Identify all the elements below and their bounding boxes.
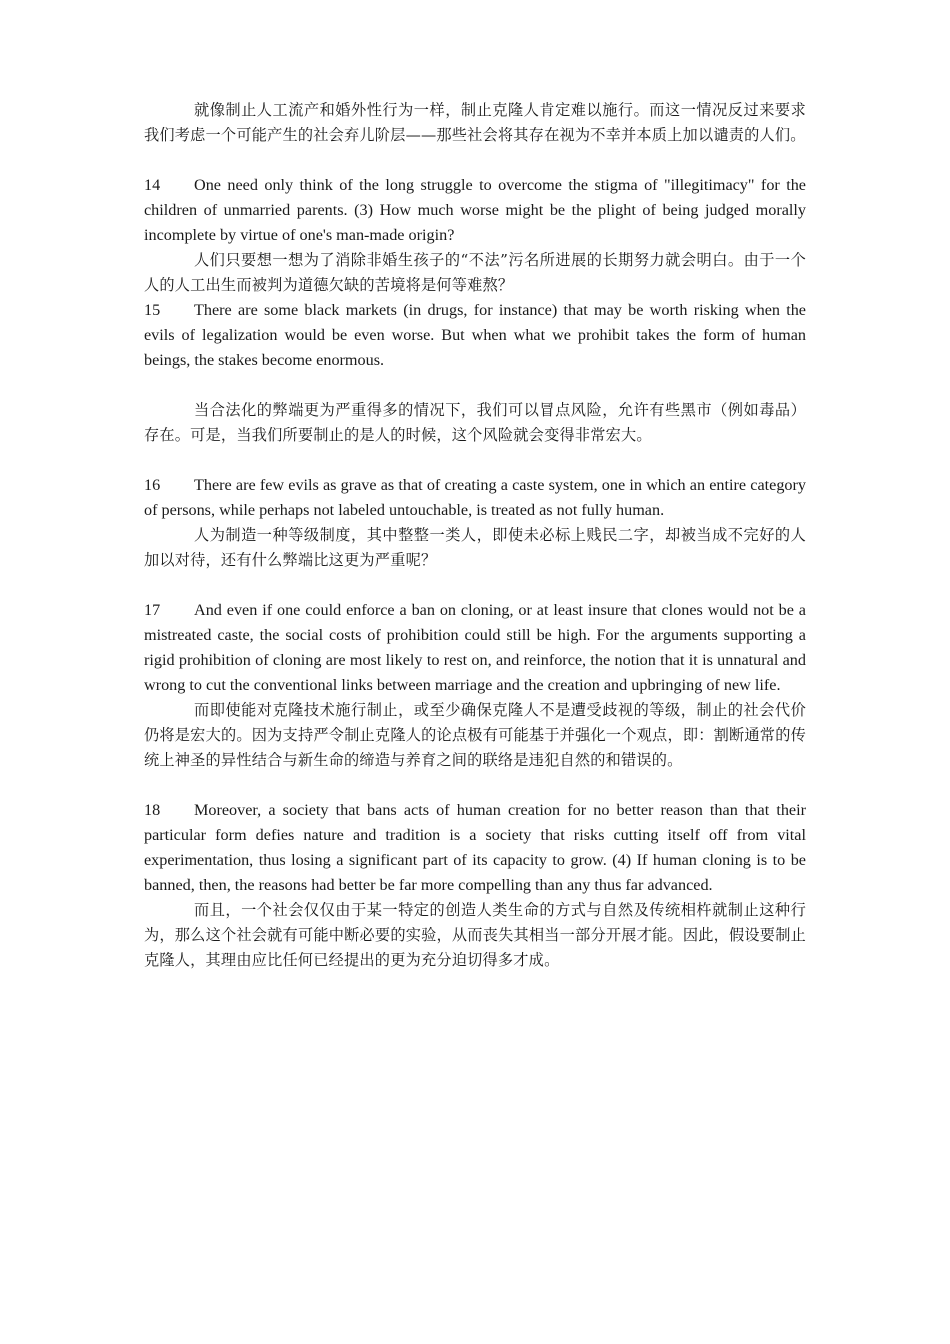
paragraph-18-chinese: 而且，一个社会仅仅由于某一特定的创造人类生命的方式与自然及传统相杵就制止这种行为，那么这个社会就有可能中断必要的实验，从而丧失其相当一部分开展才能。因此，假设要制止克隆人，其理由应比任何已经提出的更为充分迫切得多才成。 [144,901,806,969]
paragraph-17-chinese: 而即使能对克隆技术施行制止，或至少确保克隆人不是遭受歧视的等级，制止的社会代价仍将是宏大的。因为支持严令制止克隆人的论点极有可能基于并强化一个观点，即：割断通常的传统上神圣的异性结合与新生命的缔造与养育之间的联络是违犯自然的和错误的。 [144,701,806,769]
paragraph-18-english [144,798,806,898]
paragraph-15-english [144,298,806,373]
paragraph-16-english [144,473,806,523]
paragraph-14-chinese: 人们只要想一想为了消除非婚生孩子的“不法”污名所进展的长期努力就会明白。由于一个人的人工出生而被判为道德欠缺的苦境将是何等难熬？ [144,251,806,294]
paragraph-text: Moreover, a society that bans acts of human creation for no better reason than that their particular form defies nature and tradition is a society that risks cutting itself off from vital experimentation, thus losing a significant part of its capacity to grow. (4) If human cloning is to be banned, then, the reasons had better be far more compelling than any thus far advanced. [144,801,806,894]
paragraph-number: 15 [144,301,161,319]
document-page [144,98,806,973]
paragraph-text: One need only think of the long struggle to overcome the stigma of "illegitimacy" for the children of unmarried parents. (3) How much worse might be the plight of being judged morally incomplete by virtue of one's man-made origin? [144,176,806,244]
spacer [144,773,806,798]
spacer [144,448,806,473]
spacer [144,573,806,598]
paragraph-number: 17 [144,601,161,619]
paragraph-15-chinese: 当合法化的弊端更为严重得多的情况下，我们可以冒点风险，允许有些黑市（例如毒品）存在。可是，当我们所要制止的是人的时候，这个风险就会变得非常宏大。 [144,401,806,444]
paragraph-text: There are some black markets (in drugs, for instance) that may be worth risking when the evils of legalization would be even worse. But when what we prohibit takes the form of human beings, the stakes become enormous. [144,301,806,369]
paragraph-text: And even if one could enforce a ban on cloning, or at least insure that clones would not be a mistreated caste, the social costs of prohibition could still be high. For the arguments supporting a rigid prohibition of cloning are most likely to rest on, and reinforce, the notion that it is unnatural and wrong to cut the conventional links between marriage and the creation and upbringing of new life. [144,601,806,694]
spacer [144,373,806,398]
paragraph-17-english [144,598,806,698]
paragraph-text: There are few evils as grave as that of creating a caste system, one in which an entire category of persons, while perhaps not labeled untouchable, is treated as not fully human. [144,476,806,519]
paragraph-16-chinese: 人为制造一种等级制度，其中整整一类人，即使未必标上贱民二字，却被当成不完好的人加以对待，还有什么弊端比这更为严重呢？ [144,526,806,569]
spacer [144,148,806,173]
paragraph-number: 16 [144,476,161,494]
paragraph-14-english [144,173,806,248]
paragraph-number: 18 [144,801,161,819]
paragraph-13-chinese: 就像制止人工流产和婚外性行为一样，制止克隆人肯定难以施行。而这一情况反过来要求我们考虑一个可能产生的社会弃儿阶层——那些社会将其存在视为不幸并本质上加以谴责的人们。 [144,101,806,144]
paragraph-number: 14 [144,176,161,194]
